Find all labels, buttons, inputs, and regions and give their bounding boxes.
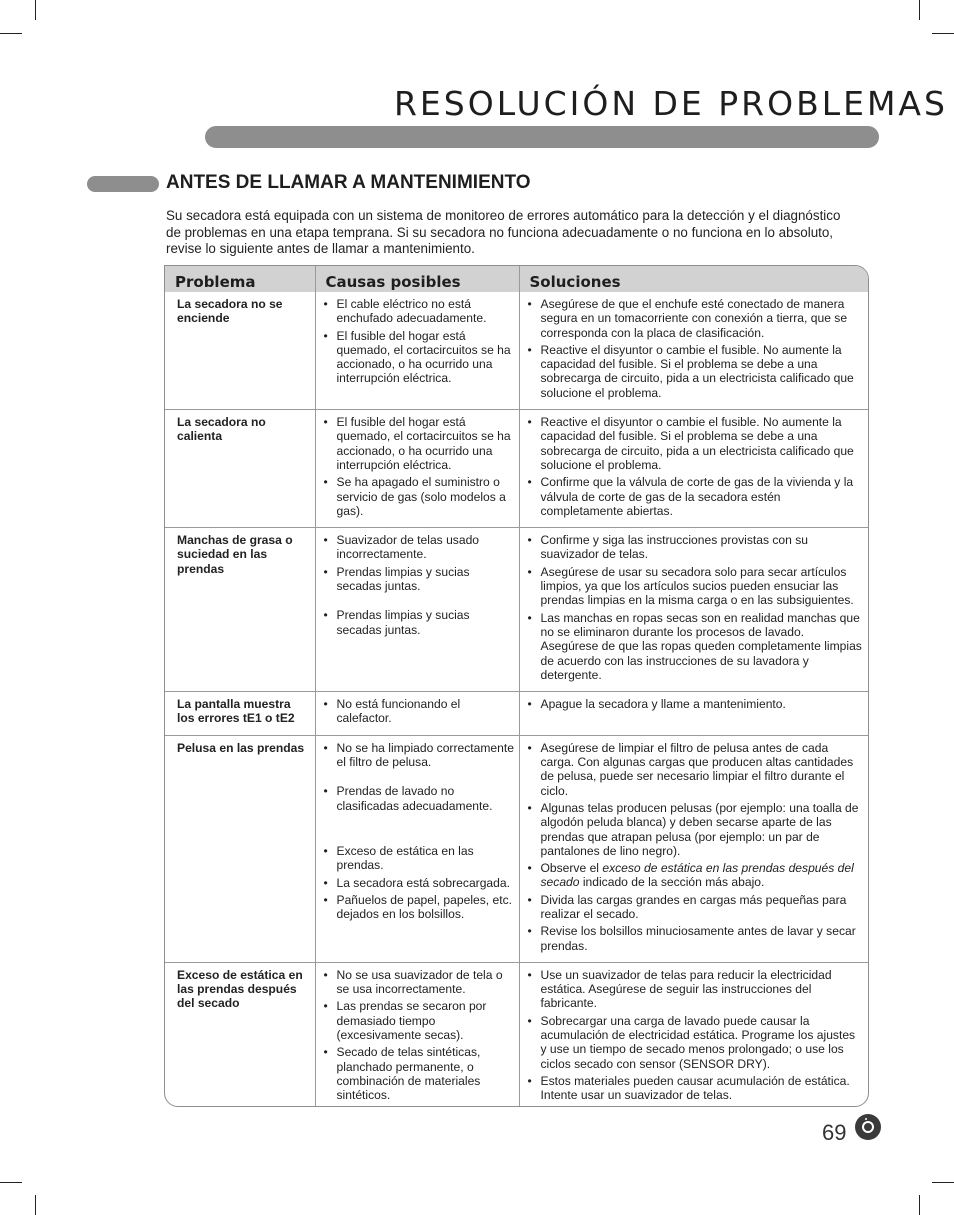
cause-item: • Las prendas se secaron por demasiado tiempo (excesivamente secas). bbox=[322, 999, 515, 1042]
cause-item: • Pañuelos de papel, papeles, etc. dejados en los bolsillos. bbox=[322, 893, 515, 922]
table-row bbox=[165, 692, 868, 736]
table-row bbox=[165, 410, 868, 528]
solutions-cell bbox=[519, 735, 868, 962]
crop-mark bbox=[932, 33, 954, 34]
solution-item: • Divida las cargas grandes en cargas más pequeñas para realizar el secado. bbox=[526, 893, 865, 922]
solution-item: • Confirme y siga las instrucciones provistas con su suavizador de telas. bbox=[526, 533, 865, 562]
solution-item: • Asegúrese de que el enchufe esté conectado de manera segura en un tomacorriente con conexión a tierra, que se corresponda con la placa de clasificación. bbox=[526, 297, 865, 340]
solution-item: • Asegúrese de usar su secadora solo para secar artículos limpios, ya que los artículos sucios pueden ensuciar las prendas limpias en la misma carga o en las subsiguientes. bbox=[526, 565, 865, 608]
problem-cell: Exceso de estática en las prendas después del secado bbox=[165, 962, 315, 1107]
solution-item: • Sobrecargar una carga de lavado puede causar la acumulación de electricidad estática. Programe los ajustes y use un tiempo de secado menos prolongado; o use los ciclos secado con sensor (SENSOR DRY). bbox=[526, 1014, 865, 1071]
header-causas: Causas posibles bbox=[315, 266, 519, 292]
solution-item: • Revise los bolsillos minuciosamente antes de lavar y secar prendas. bbox=[526, 924, 865, 953]
causes-cell bbox=[315, 962, 519, 1107]
table-row bbox=[165, 292, 868, 410]
solution-item: • Confirme que la válvula de corte de gas de la vivienda y la válvula de corte de gas de la secadora estén completamente abiertas. bbox=[526, 475, 865, 518]
problem-cell: Pelusa en las prendas bbox=[165, 735, 315, 962]
causes-cell bbox=[315, 692, 519, 736]
causes-cell bbox=[315, 528, 519, 692]
cause-item: • Secado de telas sintéticas, planchado permanente, o combinación de materiales sintéticos. bbox=[322, 1045, 515, 1102]
intro-paragraph: Su secadora está equipada con un sistema de monitoreo de errores automático para la detección y el diagnóstico de problemas en una etapa temprana. Si su secadora no funciona adecuadamente o no funciona en lo absoluto, revise lo siguiente antes de llamar a mantenimiento. bbox=[166, 208, 841, 256]
solution-item: • Estos materiales pueden causar acumulación de estática. Intente usar un suavizador de telas. bbox=[526, 1074, 865, 1103]
solution-item: • Reactive el disyuntor o cambie el fusible. No aumente la capacidad del fusible. Si el problema se debe a una sobrecarga de circuito, pida a un electricista calificado que solucione el problema. bbox=[526, 343, 865, 400]
solution-text-pre: Observe el bbox=[540, 861, 603, 876]
problem-cell: La pantalla muestra los errores tE1 o tE2 bbox=[165, 692, 315, 736]
solutions-cell bbox=[519, 410, 868, 528]
solutions-cell bbox=[519, 962, 868, 1107]
crop-mark bbox=[919, 0, 920, 20]
section-marker bbox=[87, 176, 159, 192]
table-header-row bbox=[165, 266, 868, 292]
solution-item: • Asegúrese de limpiar el filtro de pelusa antes de cada carga. Con algunas cargas que producen altas cantidades de pelusa, puede ser necesario limpiar el filtro durante el ciclo. bbox=[526, 741, 865, 798]
crop-mark bbox=[35, 1195, 36, 1215]
problem-cell: La secadora no calienta bbox=[165, 410, 315, 528]
crop-mark bbox=[919, 1195, 920, 1215]
cause-item: • No se ha limpiado correctamente el filtro de pelusa. bbox=[322, 741, 515, 770]
cause-item: • Se ha apagado el suministro o servicio de gas (solo modelos a gas). bbox=[322, 475, 515, 518]
solution-text-post: indicado de la sección más abajo. bbox=[579, 875, 765, 890]
cause-item: • Prendas limpias y sucias secadas juntas. bbox=[322, 565, 515, 594]
solution-item: • Use un suavizador de telas para reducir la electricidad estática. Asegúrese de seguir las instrucciones del fabricante. bbox=[526, 968, 865, 1011]
lg-logo-icon bbox=[855, 1114, 881, 1140]
solution-item: • Algunas telas producen pelusas (por ejemplo: una toalla de algodón peluda blanca) y deben secarse aparte de las prendas que atrapan pelusa (por ejemplo: un par de pantalones de lino negro). bbox=[526, 801, 865, 858]
cause-item: • El fusible del hogar está quemado, el cortacircuitos se ha accionado, o ha ocurrido una interrupción eléctrica. bbox=[322, 415, 515, 472]
causes-cell bbox=[315, 410, 519, 528]
problem-cell: La secadora no se enciende bbox=[177, 297, 283, 326]
cause-item: • La secadora está sobrecargada. bbox=[322, 876, 515, 890]
header-problema: Problema bbox=[165, 266, 315, 292]
troubleshooting-table bbox=[164, 265, 869, 1107]
section-title: ANTES DE LLAMAR A MANTENIMIENTO bbox=[166, 172, 531, 193]
crop-mark bbox=[35, 0, 36, 20]
problem-cell: Manchas de grasa o suciedad en las prendas bbox=[165, 528, 315, 692]
solution-item: • Reactive el disyuntor o cambie el fusible. No aumente la capacidad del fusible. Si el problema se debe a una sobrecarga de circuito, pida a un electricista calificado que solucione el problema. bbox=[526, 415, 865, 472]
cause-item: • El cable eléctrico no está enchufado adecuadamente. bbox=[322, 297, 515, 326]
table-row bbox=[165, 962, 868, 1107]
page-number: 69 bbox=[822, 1120, 847, 1145]
title-underline-bar bbox=[205, 126, 879, 148]
solutions-cell bbox=[519, 528, 868, 692]
solution-item: • Las manchas en ropas secas son en realidad manchas que no se eliminaron durante los procesos de lavado. Asegúrese de que las ropas queden completamente limpias de acuerdo con las instrucciones de su lavadora y detergente. bbox=[526, 611, 865, 682]
causes-cell bbox=[315, 735, 519, 962]
solution-item bbox=[526, 861, 865, 890]
cause-item: • Exceso de estática en las prendas. bbox=[322, 844, 515, 873]
causes-cell bbox=[315, 292, 519, 410]
crop-mark bbox=[932, 1182, 954, 1183]
solutions-cell bbox=[519, 692, 868, 736]
cause-item: • No está funcionando el calefactor. bbox=[322, 697, 515, 726]
header-soluciones: Soluciones bbox=[519, 266, 868, 292]
solution-text-emphasis: exceso de estática en las prendas después del secado bbox=[540, 861, 854, 890]
cause-item: • Suavizador de telas usado incorrectamente. bbox=[322, 533, 515, 562]
page-title: RESOLUCIÓN DE PROBLEMAS bbox=[394, 84, 948, 123]
cause-item: • No se usa suavizador de tela o se usa incorrectamente. bbox=[322, 968, 515, 997]
cause-item: • Prendas limpias y sucias secadas juntas. bbox=[322, 608, 515, 637]
cause-item: • Prendas de lavado no clasificadas adecuadamente. bbox=[322, 784, 515, 813]
table-row bbox=[165, 735, 868, 962]
solution-item: • Apague la secadora y llame a mantenimiento. bbox=[526, 697, 865, 711]
solutions-cell bbox=[519, 292, 868, 410]
cause-item: • El fusible del hogar está quemado, el cortacircuitos se ha accionado, o ha ocurrido una interrupción eléctrica. bbox=[322, 329, 515, 386]
table-row bbox=[165, 528, 868, 692]
crop-mark bbox=[0, 1182, 22, 1183]
crop-mark bbox=[0, 33, 22, 34]
